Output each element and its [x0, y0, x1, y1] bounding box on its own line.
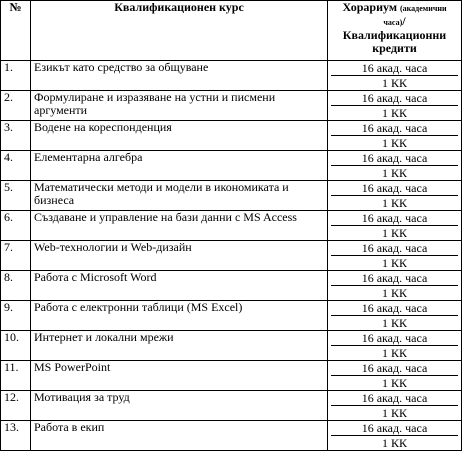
course-name: Интернет и локални мрежи [31, 331, 328, 361]
course-hours: 16 акад. часа [331, 331, 458, 346]
course-hours: 16 акад. часа [331, 61, 458, 76]
course-name: Водене на кореспонденция [31, 121, 328, 151]
hours-credits-cell [328, 181, 462, 211]
row-number: 2. [1, 91, 31, 121]
table-row [1, 331, 462, 361]
header-hours-line [331, 1, 458, 29]
course-name: Създаване и управление на бази данни с MS Access [31, 211, 328, 241]
table-row [1, 151, 462, 181]
row-number: 3. [1, 121, 31, 151]
row-number: 12. [1, 391, 31, 421]
header-hours-credits [328, 1, 462, 61]
course-name: MS PowerPoint [31, 361, 328, 391]
header-credits-line1: Квалификационни [342, 28, 447, 42]
course-hours: 16 акад. часа [331, 421, 458, 436]
course-hours: 16 акад. часа [331, 361, 458, 376]
header-number: № [1, 1, 31, 61]
course-name: Работа с електронни таблици (MS Excel) [31, 301, 328, 331]
hours-credits-cell [328, 211, 462, 241]
course-hours: 16 акад. часа [331, 301, 458, 316]
course-credits: 1 КК [381, 436, 407, 450]
hours-credits-cell [328, 301, 462, 331]
table-row [1, 181, 462, 211]
table-row [1, 361, 462, 391]
table-row [1, 241, 462, 271]
course-name: Езикът като средство за общуване [31, 61, 328, 91]
table-body [1, 61, 462, 451]
header-credits-line2: кредити [372, 41, 417, 55]
course-name: Работа с Microsoft Word [31, 271, 328, 301]
course-credits: 1 КК [381, 226, 407, 240]
row-number: 6. [1, 211, 31, 241]
hours-credits-cell [328, 391, 462, 421]
hours-credits-cell [328, 121, 462, 151]
table-row [1, 391, 462, 421]
course-credits: 1 КК [381, 166, 407, 180]
course-hours: 16 акад. часа [331, 121, 458, 136]
row-number: 4. [1, 151, 31, 181]
course-name: Мотивация за труд [31, 391, 328, 421]
row-number: 1. [1, 61, 31, 91]
course-hours: 16 акад. часа [331, 91, 458, 106]
course-credits: 1 КК [381, 406, 407, 420]
course-name: Работа в екип [31, 421, 328, 451]
course-hours: 16 акад. часа [331, 181, 458, 196]
hours-credits-cell [328, 271, 462, 301]
hours-credits-cell [328, 241, 462, 271]
course-credits: 1 КК [381, 106, 407, 120]
course-name: Елементарна алгебра [31, 151, 328, 181]
table-row [1, 211, 462, 241]
row-number: 10. [1, 331, 31, 361]
row-number: 11. [1, 361, 31, 391]
table-row [1, 271, 462, 301]
table-row [1, 121, 462, 151]
course-credits: 1 КК [381, 136, 407, 150]
course-credits: 1 КК [381, 196, 407, 210]
header-course: Квалификационен курс [31, 1, 328, 61]
course-hours: 16 акад. часа [331, 271, 458, 286]
row-number: 7. [1, 241, 31, 271]
course-credits: 1 КК [381, 286, 407, 300]
course-hours: 16 акад. часа [331, 391, 458, 406]
hours-credits-cell [328, 151, 462, 181]
row-number: 8. [1, 271, 31, 301]
hours-credits-cell [328, 421, 462, 451]
course-hours: 16 акад. часа [331, 151, 458, 166]
course-hours: 16 акад. часа [331, 241, 458, 256]
table-header-row [1, 1, 462, 61]
course-name: Web-технологии и Web-дизайн [31, 241, 328, 271]
header-hours-main: Хорариум [342, 0, 398, 14]
course-name: Формулиране и изразяване на устни и писмени аргументи [31, 91, 328, 121]
course-credits: 1 КК [381, 256, 407, 270]
row-number: 5. [1, 181, 31, 211]
table-row [1, 91, 462, 121]
hours-credits-cell [328, 91, 462, 121]
course-hours: 16 акад. часа [331, 211, 458, 226]
row-number: 9. [1, 301, 31, 331]
course-credits: 1 КК [381, 346, 407, 360]
course-name: Математически методи и модели в икономиката и бизнеса [31, 181, 328, 211]
course-credits: 1 КК [381, 76, 407, 90]
hours-credits-cell [328, 61, 462, 91]
header-hours-slash: / [402, 14, 406, 28]
row-number: 13. [1, 421, 31, 451]
header-hours-note: (академични часа) [383, 4, 447, 27]
hours-credits-cell [328, 331, 462, 361]
course-credits: 1 КК [381, 376, 407, 390]
hours-credits-cell [328, 361, 462, 391]
table-row [1, 61, 462, 91]
table-row [1, 421, 462, 451]
table-row [1, 301, 462, 331]
course-credits: 1 КК [381, 316, 407, 330]
